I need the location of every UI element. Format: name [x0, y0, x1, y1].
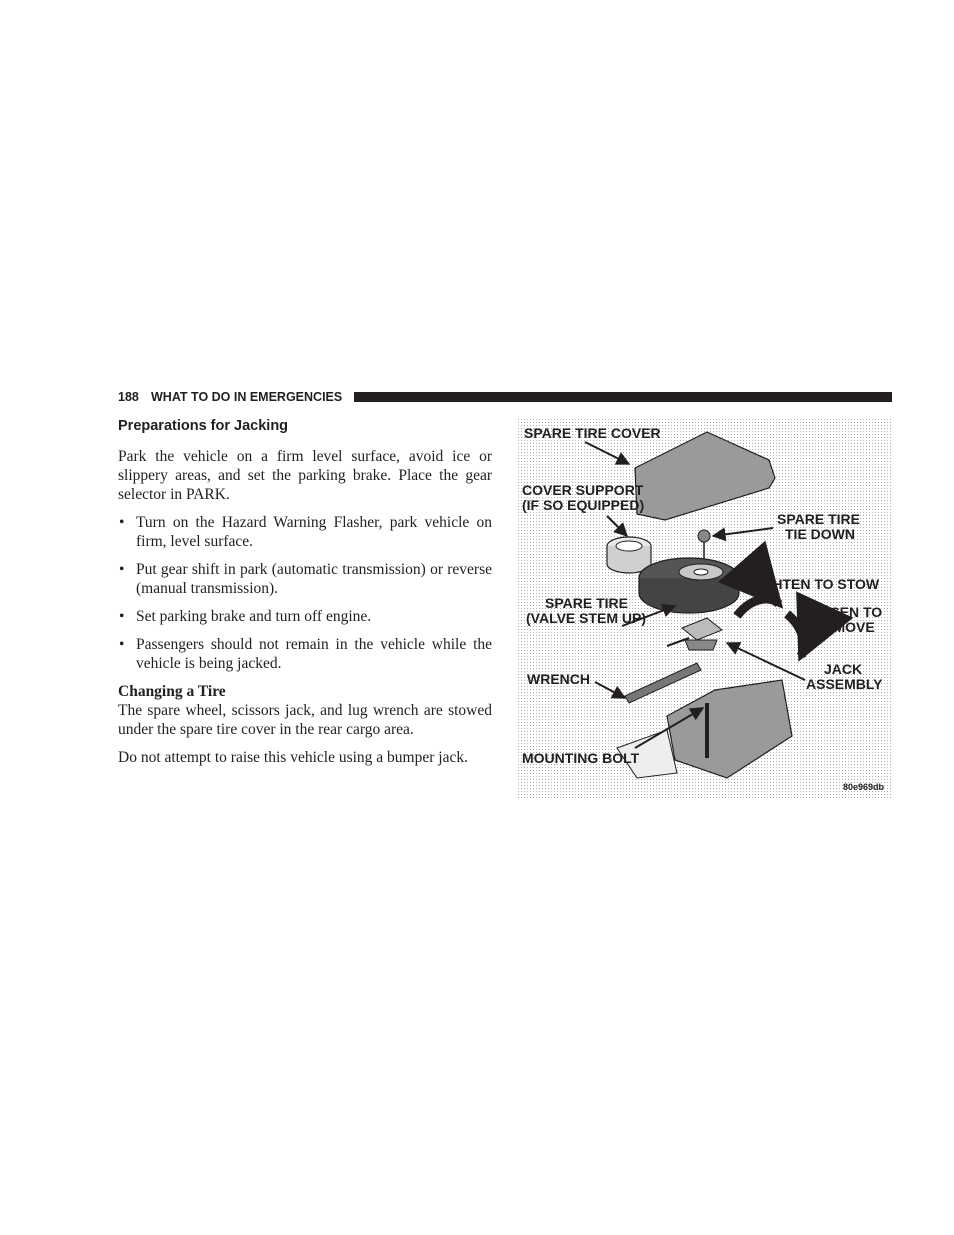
label-spare-tire-line2: (VALVE STEM UP) [526, 610, 647, 626]
bullet-icon: • [119, 608, 125, 625]
list-item: • Put gear shift in park (automatic transmission) or reverse (manual transmission). [119, 561, 492, 597]
cover-support-shape [607, 537, 651, 573]
spare-tire-shape [639, 558, 739, 613]
header-rule [354, 392, 892, 402]
label-jack-line2: ASSEMBLY [806, 676, 883, 692]
intro-paragraph: Park the vehicle on a firm level surface, avoid ice or slippery areas, and set the parking brake. Place the gear selector in PARK. [118, 448, 492, 503]
label-loosen-line2: REMOVE [814, 619, 875, 635]
label-mounting-bolt: MOUNTING BOLT [522, 750, 640, 766]
section-title: WHAT TO DO IN EMERGENCIES [151, 390, 343, 404]
list-item: • Turn on the Hazard Warning Flasher, park vehicle on firm, level surface. [119, 514, 492, 550]
list-item: • Passengers should not remain in the vehicle while the vehicle is being jacked. [119, 636, 492, 672]
label-cover-support-line2: (IF SO EQUIPPED) [522, 497, 645, 513]
subheading: Changing a Tire [118, 683, 226, 700]
bullet-icon: • [119, 636, 125, 653]
spare-tire-illustration [517, 418, 892, 798]
bullet-list [118, 513, 492, 673]
label-tie-down-line2: TIE DOWN [785, 526, 855, 542]
list-item: • Set parking brake and turn off engine. [119, 608, 372, 625]
label-spare-tire-cover: SPARE TIRE COVER [524, 425, 661, 441]
label-tighten-to-stow: TIGHTEN TO STOW [749, 576, 880, 592]
paragraph-stowage: The spare wheel, scissors jack, and lug wrench are stowed under the spare tire cover in the rear cargo area. [118, 702, 492, 738]
label-jack-line1: JACK [824, 661, 863, 677]
label-wrench: WRENCH [527, 671, 590, 687]
label-spare-tire-line1: SPARE TIRE [545, 595, 628, 611]
label-tie-down-line1: SPARE TIRE [777, 511, 860, 527]
text-column [118, 416, 492, 776]
illustration-svg [517, 418, 892, 798]
figure-code: 80e969db [843, 782, 885, 792]
label-cover-support-line1: COVER SUPPORT [522, 482, 644, 498]
page-number: 188 [118, 390, 139, 404]
page-header [118, 389, 892, 405]
label-loosen-line1: LOOSEN TO [800, 604, 883, 620]
section-heading: Preparations for Jacking [118, 418, 289, 434]
bullet-icon: • [119, 561, 125, 578]
bullet-icon: • [119, 514, 125, 531]
paragraph-bumper-jack: Do not attempt to raise this vehicle using a bumper jack. [118, 749, 468, 766]
